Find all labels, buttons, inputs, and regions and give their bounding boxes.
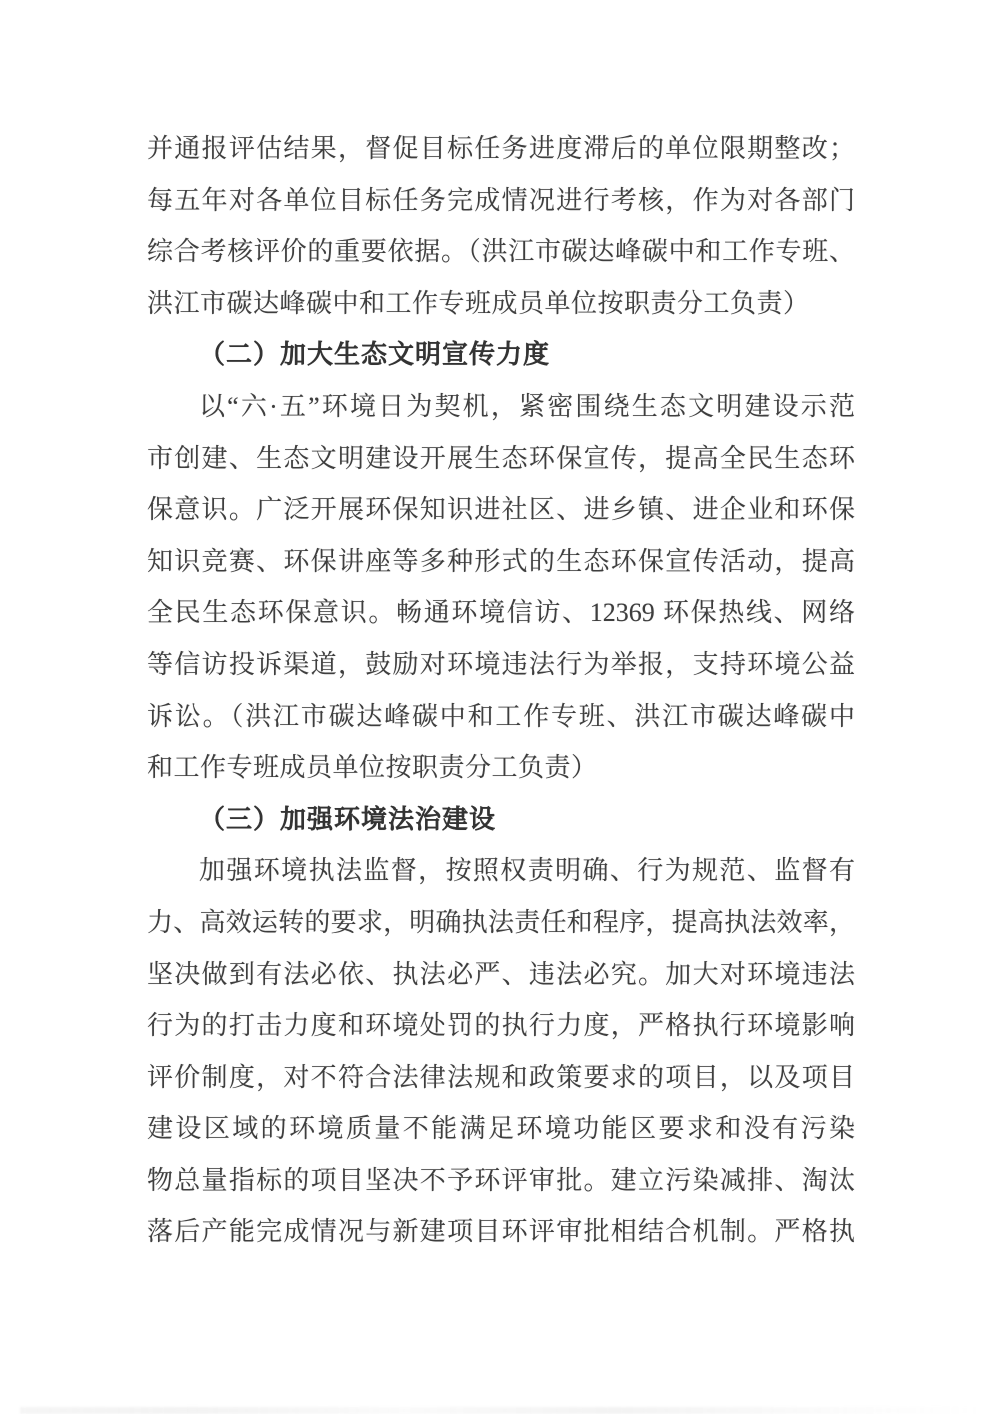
text-line: 洪江市碳达峰碳中和工作专班成员单位按职责分工负责） bbox=[147, 288, 810, 318]
text-line: 并通报评估结果，督促目标任务进度滞后的单位限期整改； bbox=[147, 134, 855, 163]
text-line: 市创建、生态文明建设开展生态环保宣传，提高全民生态环 bbox=[147, 443, 855, 473]
page-bottom-scan-artifact bbox=[20, 1407, 980, 1414]
text-line: 等信访投诉渠道，鼓励对环境违法行为举报，支持环境公益 bbox=[147, 649, 855, 679]
text-line: 以“六·五”环境日为契机，紧密围绕生态文明建设示范 bbox=[199, 391, 855, 421]
text-line: 诉讼。（洪江市碳达峰碳中和工作专班、洪江市碳达峰碳中 bbox=[147, 701, 855, 731]
text-line: 行为的打击力度和环境处罚的执行力度，严格执行环境影响 bbox=[147, 1011, 855, 1041]
text-line: 物总量指标的项目坚决不予环评审批。建立污染减排、淘汰 bbox=[147, 1165, 855, 1195]
text-line: 全民生态环保意识。畅通环境信访、12369 环保热线、网络 bbox=[147, 598, 855, 628]
text-line: 每五年对各单位目标任务完成情况进行考核，作为对各部门 bbox=[147, 185, 855, 215]
text-line: 评价制度，对不符合法律法规和政策要求的项目，以及项目 bbox=[147, 1062, 855, 1092]
text-line: 保意识。广泛开展环保知识进社区、进乡镇、进企业和环保 bbox=[147, 495, 855, 525]
section-heading: （二）加大生态文明宣传力度 bbox=[199, 340, 551, 370]
text-line: 力、高效运转的要求，明确执法责任和程序，提高执法效率， bbox=[147, 907, 855, 937]
text-line: 落后产能完成情况与新建项目环评审批相结合机制。严格执 bbox=[147, 1217, 855, 1247]
document-body bbox=[147, 123, 855, 1258]
section-heading: （三）加强环境法治建设 bbox=[199, 804, 497, 834]
text-line: 加强环境执法监督，按照权责明确、行为规范、监督有 bbox=[199, 856, 855, 886]
text-line: 建设区域的环境质量不能满足环境功能区要求和没有污染 bbox=[147, 1114, 855, 1144]
text-line: 坚决做到有法必依、执法必严、违法必究。加大对环境违法 bbox=[147, 959, 855, 989]
text-line: 知识竞赛、环保讲座等多种形式的生态环保宣传活动，提高 bbox=[147, 546, 855, 576]
text-line: 和工作专班成员单位按职责分工负责） bbox=[147, 753, 598, 783]
text-line: 综合考核评价的重要依据。（洪江市碳达峰碳中和工作专班、 bbox=[147, 237, 855, 267]
